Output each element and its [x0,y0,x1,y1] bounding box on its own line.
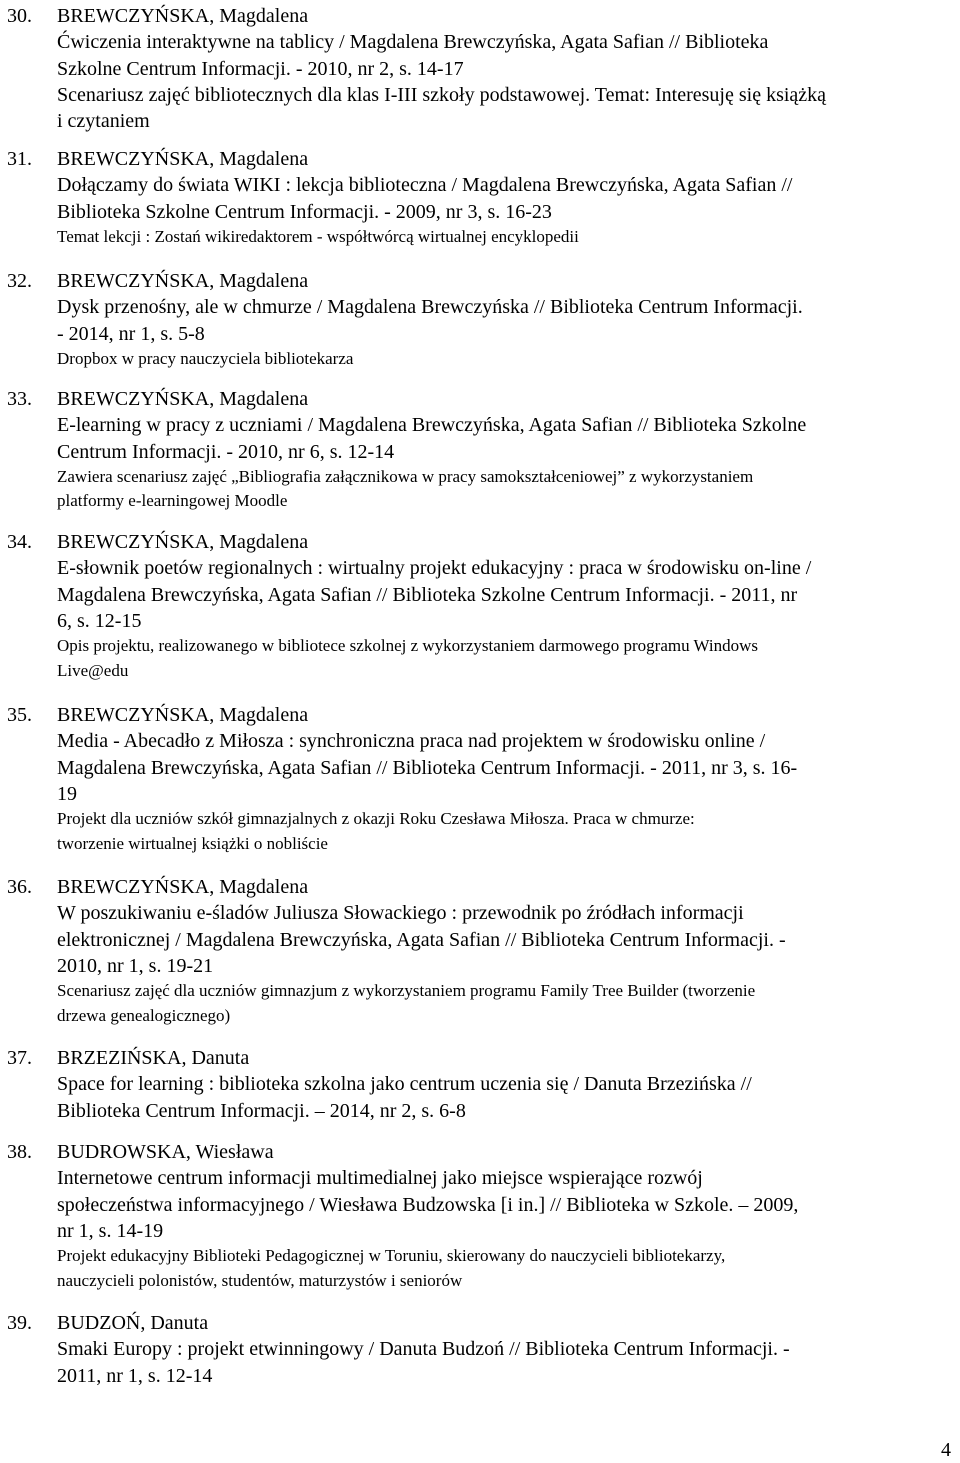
entry-number: 35. [7,704,32,726]
entry-author: BUDZOŃ, Danuta [57,1312,209,1334]
entry-note-line: Projekt edukacyjny Biblioteki Pedagogicznej w Toruniu, skierowany do nauczycieli bibliotekarzy, [57,1246,726,1266]
entry-description-line: Magdalena Brewczyńska, Agata Safian // Biblioteka Szkolne Centrum Informacji. - 2011, nr [57,583,798,606]
entry-description-line: Szkolne Centrum Informacji. - 2010, nr 2, s. 14-17 [57,57,464,80]
entry-description-line: Ćwiczenia interaktywne na tablicy / Magdalena Brewczyńska, Agata Safian // Biblioteka [57,31,769,54]
entry-body [57,702,957,856]
entry-note-line: Projekt dla uczniów szkół gimnazjalnych z okazji Roku Czesława Miłosza. Praca w chmurze: [57,809,695,829]
entry-author: BUDROWSKA, Wiesława [57,1141,274,1163]
entry-note-line: tworzenie wirtualnej książki o nobliście [57,833,328,853]
entry-author: BREWCZYŃSKA, Magdalena [57,704,309,726]
entry-body [57,1139,957,1293]
entry-body [57,529,957,683]
entry-note-line: Opis projektu, realizowanego w bibliotece szkolnej z wykorzystaniem darmowego programu Windows [57,636,759,656]
entry-number: 34. [7,531,32,553]
entry-description-line: Scenariusz zajęć bibliotecznych dla klas I-III szkoły podstawowej. Temat: Interesuję się książką [57,83,827,106]
entry-number: 36. [7,876,32,898]
entry-body [57,268,957,371]
entry-note-line: Dropbox w pracy nauczyciela bibliotekarza [57,348,354,368]
entry-body [57,386,957,514]
entry-number: 33. [7,388,32,410]
entry-description-line: E-słownik poetów regionalnych : wirtualny projekt edukacyjny : praca w środowisku on-line / [57,557,812,580]
entry-description-line: 2010, nr 1, s. 19-21 [57,954,214,977]
entry-author: BREWCZYŃSKA, Magdalena [57,531,309,553]
entry-body [57,874,957,1028]
entry-description-line: społeczeństwa informacyjnego / Wiesława Budzowska [i in.] // Biblioteka w Szkole. – 2009, [57,1193,799,1216]
entry-author: BREWCZYŃSKA, Magdalena [57,876,309,898]
entry-description-line: Dołączamy do świata WIKI : lekcja biblioteczna / Magdalena Brewczyńska, Agata Safian // [57,174,793,197]
entry-description-line: Centrum Informacji. - 2010, nr 6, s. 12-14 [57,440,395,463]
entry-author: BREWCZYŃSKA, Magdalena [57,270,309,292]
entry-note-line: nauczycieli polonistów, studentów, maturzystów i seniorów [57,1270,463,1290]
entry-description-line: 2011, nr 1, s. 12-14 [57,1364,213,1387]
entry-description-line: nr 1, s. 14-19 [57,1219,164,1242]
entry-description-line: Biblioteka Szkolne Centrum Informacji. - 2009, nr 3, s. 16-23 [57,200,552,223]
entry-description-line: Dysk przenośny, ale w chmurze / Magdalena Brewczyńska // Biblioteka Centrum Informacji. [57,296,803,319]
entry-note-line: Zawiera scenariusz zajęć „Bibliografia załącznikowa w pracy samokształceniowej” z wykorzystaniem [57,466,754,486]
entry-body [57,1310,957,1389]
entry-note-line: platformy e-learningowej Moodle [57,491,288,511]
entry-number: 32. [7,270,32,292]
entry-description-line: Media - Abecadło z Miłosza : synchroniczna praca nad projektem w środowisku online / [57,730,766,753]
entry-description-line: Magdalena Brewczyńska, Agata Safian // Biblioteka Centrum Informacji. - 2011, nr 3, s. 16- [57,756,798,779]
entry-number: 39. [7,1312,32,1334]
entry-description-line: Space for learning : biblioteka szkolna jako centrum uczenia się / Danuta Brzezińska // [57,1073,752,1096]
entry-number: 38. [7,1141,32,1163]
entry-description-line: elektronicznej / Magdalena Brewczyńska, Agata Safian // Biblioteka Centrum Informacji. - [57,928,786,951]
entry-author: BREWCZYŃSKA, Magdalena [57,5,309,27]
entry-note-line: drzewa genealogicznego) [57,1005,231,1025]
entry-body [57,146,957,249]
page-number: 4 [941,1439,951,1461]
entry-description-line: i czytaniem [57,110,150,133]
entry-note-line: Temat lekcji : Zostań wikiredaktorem - współtwórcą wirtualnej encyklopedii [57,226,579,246]
entry-description-line: - 2014, nr 1, s. 5-8 [57,322,205,345]
entry-number: 31. [7,148,32,170]
entry-description-line: 19 [57,782,77,805]
entry-description-line: Biblioteka Centrum Informacji. – 2014, nr 2, s. 6-8 [57,1099,466,1122]
entry-description-line: Smaki Europy : projekt etwinningowy / Danuta Budzoń // Biblioteka Centrum Informacji. - [57,1338,790,1361]
entry-body [57,1045,957,1124]
entry-description-line: 6, s. 12-15 [57,609,142,632]
entry-author: BREWCZYŃSKA, Magdalena [57,148,309,170]
entry-note-line: Live@edu [57,660,129,680]
entry-note-line: Scenariusz zajęć dla uczniów gimnazjum z wykorzystaniem programu Family Tree Builder (tworzenie [57,981,756,1001]
entry-number: 37. [7,1047,32,1069]
entry-description-line: Internetowe centrum informacji multimedialnej jako miejsce wspierające rozwój [57,1167,703,1190]
entry-number: 30. [7,5,32,27]
entry-description-line: E-learning w pracy z uczniami / Magdalena Brewczyńska, Agata Safian // Biblioteka Szkolne [57,414,807,437]
entry-author: BREWCZYŃSKA, Magdalena [57,388,309,410]
entry-body [57,3,957,134]
entry-description-line: W poszukiwaniu e-śladów Juliusza Słowackiego : przewodnik po źródłach informacji [57,902,744,925]
entry-author: BRZEZIŃSKA, Danuta [57,1047,250,1069]
